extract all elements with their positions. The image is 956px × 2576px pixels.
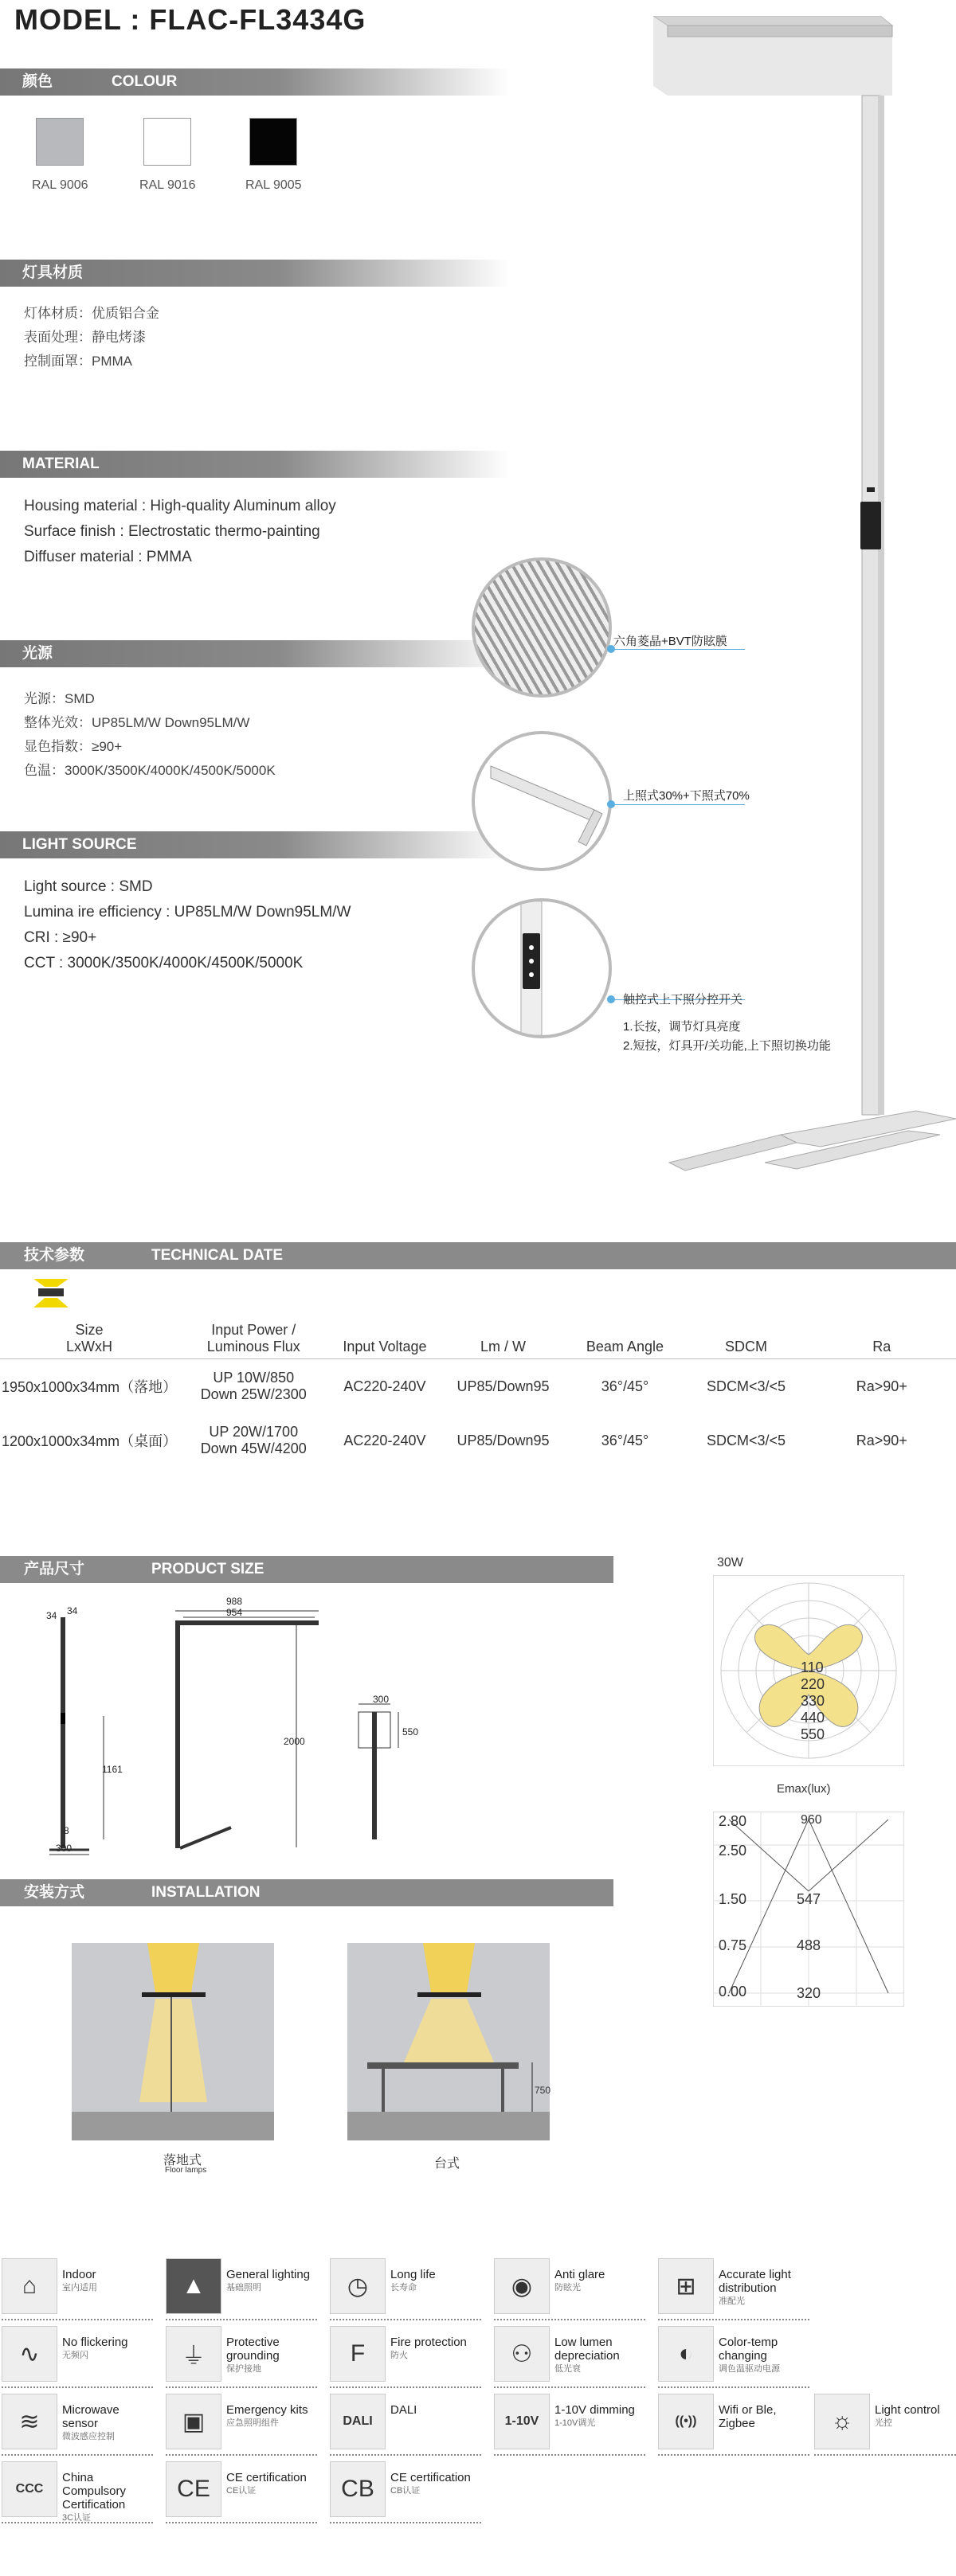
feature-name-cn: 防眩光 [554, 2283, 581, 2293]
feature-icon: ◷ [330, 2258, 386, 2314]
cell: AC220-240V [343, 1378, 426, 1394]
polar-ring-labels [801, 1659, 825, 1743]
feature-label [226, 2471, 320, 2498]
photometric-label: 30W [717, 1556, 743, 1569]
feature-label [62, 2403, 156, 2444]
feature-label [719, 2336, 813, 2376]
feature-tile [494, 2326, 653, 2390]
emax-label: Emax(lux) [777, 1782, 831, 1796]
material-en-line: Diffuser material : PMMA [24, 549, 192, 565]
material-cn-bar [0, 260, 510, 287]
feature-label [875, 2403, 956, 2430]
feature-name: Light control [875, 2403, 940, 2417]
material-en-line: Housing material : High-quality Aluminum alloy [24, 498, 336, 514]
feature-tile [658, 2326, 817, 2390]
dim-label: 34 [46, 1610, 57, 1621]
feature-name-cn: 保护接地 [226, 2364, 261, 2374]
dotted-divider [330, 2319, 481, 2320]
feature-icon: ⌂ [2, 2258, 57, 2314]
feature-icon: CE [166, 2461, 221, 2517]
callout-line [613, 649, 745, 650]
cell: 36°/45° [601, 1432, 649, 1448]
feature-label [62, 2268, 156, 2295]
feature-name-cn: CE认证 [226, 2486, 257, 2496]
feature-label [226, 2403, 320, 2430]
feature-tile [2, 2326, 161, 2390]
size-title-en: PRODUCT SIZE [151, 1561, 264, 1577]
cone-lux: 488 [797, 1937, 821, 1953]
header-sdcm: SDCM [684, 1306, 807, 1359]
cone-height: 0.00 [719, 1984, 747, 1999]
cell: UP 20W/1700 Down 45W/4200 [200, 1424, 307, 1456]
light-cn-line: 显色指数：≥90+ [24, 739, 123, 754]
material-en-bar [0, 451, 510, 478]
dim-label: 34 [67, 1605, 78, 1616]
dim-label: 2000 [284, 1736, 305, 1747]
installation-title-cn: 安装方式 [24, 1884, 85, 1901]
dotted-divider [2, 2454, 153, 2456]
cell: 1200x1000x34mm（桌面） [2, 1433, 178, 1449]
header-lmw: Lm / W [441, 1306, 566, 1359]
light-cn-bar [0, 640, 510, 667]
feature-name: Fire protection [390, 2336, 467, 2349]
floor-install-label: 落地式 [163, 2154, 202, 2168]
callout-diffuser: 六角菱晶+BVT防眩膜 [613, 635, 727, 648]
dotted-divider [494, 2454, 645, 2456]
feature-icon: ▲ [166, 2258, 221, 2314]
diffuser-detail-circle [472, 557, 612, 698]
cone-lux: 547 [797, 1891, 821, 1907]
feature-label [390, 2403, 484, 2417]
feature-label [390, 2336, 484, 2363]
feature-name: DALI [390, 2403, 417, 2417]
swatch-ral-9016 [143, 118, 191, 166]
light-en-line: CCT : 3000K/3500K/4000K/4500K/5000K [24, 955, 304, 971]
light-cn-title: 光源 [22, 645, 53, 662]
light-en-title: LIGHT SOURCE [22, 836, 137, 853]
feature-name: China Compulsory Certification [62, 2471, 127, 2512]
feature-label [226, 2336, 320, 2376]
tech-header-row [0, 1306, 956, 1359]
switch-detail-circle [472, 898, 612, 1038]
cell: UP 10W/850 Down 25W/2300 [200, 1370, 307, 1402]
floor-install-illustration [72, 1943, 274, 2140]
feature-name-cn: 准配光 [719, 2297, 745, 2306]
cone-height: 0.75 [719, 1937, 747, 1953]
dotted-divider [2, 2386, 153, 2388]
feature-icon: ((•)) [658, 2394, 714, 2449]
feature-name: Anti glare [554, 2268, 605, 2281]
light-en-line: CRI : ≥90+ [24, 929, 97, 946]
cell: UP85/Down95 [456, 1378, 550, 1394]
feature-name: Protective grounding [226, 2336, 280, 2363]
feature-tile [2, 2461, 161, 2525]
swatch-ral-9006 [36, 118, 84, 166]
cell: 1950x1000x34mm（落地） [2, 1379, 178, 1395]
feature-tile [814, 2394, 956, 2457]
feature-icon: ◉ [494, 2258, 550, 2314]
cone-height: 2.80 [719, 1813, 747, 1829]
material-en-line: Surface finish : Electrostatic thermo-painting [24, 523, 320, 540]
tech-spec-table [0, 1306, 956, 1468]
feature-tile [330, 2258, 489, 2322]
header-voltage: Input Voltage [328, 1306, 441, 1359]
feature-name-cn: 防火 [390, 2351, 408, 2360]
dotted-divider [2, 2319, 153, 2320]
feature-icon: ☼ [814, 2394, 870, 2449]
callout-line [613, 804, 745, 805]
header-power: Input Power / Luminous Flux [178, 1306, 328, 1359]
size-title-cn: 产品尺寸 [24, 1561, 85, 1577]
feature-label [226, 2268, 320, 2295]
cell: AC220-240V [343, 1432, 426, 1448]
feature-tile [330, 2326, 489, 2390]
feature-tile [166, 2258, 325, 2322]
colour-title-cn: 颜色 [22, 73, 53, 90]
table-install-label: 台式 [434, 2157, 460, 2171]
dim-label: 8 [64, 1825, 69, 1836]
table-install-illustration [347, 1943, 550, 2140]
polar-ring-label: 110 [801, 1659, 824, 1675]
tech-title-en: TECHNICAL DATE [151, 1247, 284, 1264]
colour-section-bar [0, 68, 510, 96]
dim-label: 1161 [102, 1764, 123, 1775]
feature-name: Microwave sensor [62, 2403, 120, 2430]
feature-name-cn: 基础照明 [226, 2283, 261, 2293]
light-cn-line: 色温：3000K/3500K/4000K/4500K/5000K [24, 763, 276, 778]
feature-name: Emergency kits [226, 2403, 308, 2417]
feature-name: Wifi or Ble, Zigbee [719, 2403, 777, 2430]
feature-name-cn: CB认证 [390, 2486, 421, 2496]
cone-lux: 320 [797, 1985, 821, 2001]
feature-name-cn: 3C认证 [62, 2513, 92, 2523]
feature-label [62, 2336, 156, 2363]
material-cn-title: 灯具材质 [22, 264, 84, 281]
dotted-divider [330, 2522, 481, 2523]
feature-name-cn: 室内适用 [62, 2283, 97, 2293]
feature-icon: 1-10V [494, 2394, 550, 2449]
feature-name: CE certification [390, 2471, 471, 2484]
feature-tile [494, 2394, 653, 2457]
cell: 36°/45° [601, 1378, 649, 1394]
feature-name: Color-temp changing [719, 2336, 778, 2363]
table-row [0, 1413, 956, 1468]
feature-label [390, 2268, 484, 2295]
feature-name: No flickering [62, 2336, 128, 2349]
feature-name: Accurate light distribution [719, 2268, 791, 2295]
header-ra: Ra [808, 1306, 956, 1359]
feature-name-cn: 调色温驱动电源 [719, 2364, 780, 2374]
feature-icon: ⊞ [658, 2258, 714, 2314]
feature-label [719, 2268, 813, 2308]
polar-ring-label: 330 [801, 1693, 825, 1709]
cell: UP85/Down95 [456, 1432, 550, 1448]
cone-lux: 960 [801, 1813, 822, 1827]
polar-ring-label: 550 [801, 1726, 825, 1742]
cell: Ra>90+ [856, 1378, 907, 1394]
dotted-divider [166, 2454, 317, 2456]
light-cn-line: 光源：SMD [24, 691, 95, 706]
feature-name: Long life [390, 2268, 436, 2281]
feature-icon: CCC [2, 2461, 57, 2517]
feature-icon: CB [330, 2461, 386, 2517]
table-row [0, 1359, 956, 1414]
feature-name: CE certification [226, 2471, 307, 2484]
header-size: Size LxWxH [0, 1306, 178, 1359]
table-height-label: 750 [535, 2085, 551, 2096]
swatch-ral-9005 [249, 118, 297, 166]
product-dimension-drawing [32, 1605, 558, 1859]
dotted-divider [166, 2522, 317, 2523]
installation-title-en: INSTALLATION [151, 1884, 261, 1901]
feature-name-cn: 应急照明组件 [226, 2418, 279, 2428]
colour-title-en: COLOUR [112, 73, 178, 90]
feature-tile [330, 2394, 489, 2457]
feature-name-cn: 1-10V调光 [554, 2418, 596, 2428]
feature-name: General lighting [226, 2268, 311, 2281]
feature-tile [658, 2258, 817, 2322]
feature-label [719, 2403, 813, 2430]
cone-height: 1.50 [719, 1891, 747, 1907]
feature-icon: F [330, 2326, 386, 2382]
lamp-profile-icon [33, 1279, 69, 1308]
feature-tile [330, 2461, 489, 2525]
feature-icon: ▣ [166, 2394, 221, 2449]
size-section-bar [0, 1556, 613, 1583]
swatch-label: RAL 9005 [245, 178, 302, 192]
callout-light-split: 上照式30%+下照式70% [623, 789, 750, 803]
dotted-divider [658, 2454, 809, 2456]
feature-icon: ∿ [2, 2326, 57, 2382]
feature-icon: ≋ [2, 2394, 57, 2449]
tech-section-bar [0, 1242, 956, 1269]
material-en-title: MATERIAL [22, 455, 100, 472]
feature-name: Indoor [62, 2268, 96, 2281]
dotted-divider [814, 2454, 956, 2456]
feature-icon: ⚇ [494, 2326, 550, 2382]
dim-label: 300 [373, 1694, 390, 1705]
swatch-label: RAL 9016 [139, 178, 196, 192]
cell: Ra>90+ [856, 1432, 907, 1448]
light-en-bar [0, 831, 510, 858]
feature-icon: ⏚ [166, 2326, 221, 2382]
feature-icon: DALI [330, 2394, 386, 2449]
light-en-line: Light source : SMD [24, 878, 153, 895]
swatch-label: RAL 9006 [32, 178, 88, 192]
feature-tile [658, 2394, 817, 2457]
light-en-line: Lumina ire efficiency : UP85LM/W Down95LM/W [24, 904, 351, 921]
dim-label: 300 [56, 1843, 72, 1854]
feature-label [62, 2471, 156, 2525]
dim-label: 550 [402, 1726, 419, 1738]
feature-tile [494, 2258, 653, 2322]
feature-name: 1-10V dimming [554, 2403, 635, 2417]
feature-name-cn: 长寿命 [390, 2283, 417, 2293]
material-cn-line: 表面处理：静电烤漆 [24, 330, 146, 345]
polar-ring-label: 220 [801, 1676, 825, 1692]
cell: SDCM<3/<5 [707, 1378, 786, 1394]
floor-install-label-en: Floor lamps [165, 2166, 207, 2175]
material-cn-line: 控制面罩：PMMA [24, 354, 132, 369]
feature-label [554, 2336, 648, 2376]
cell: SDCM<3/<5 [707, 1432, 786, 1448]
polar-ring-label: 440 [801, 1710, 825, 1726]
dim-label: 988 [226, 1596, 243, 1607]
dotted-divider [658, 2319, 809, 2320]
feature-tile [166, 2461, 325, 2525]
feature-name-cn: 光控 [875, 2418, 892, 2428]
feature-tile [166, 2394, 325, 2457]
feature-name-cn: 低光衰 [554, 2364, 581, 2374]
dotted-divider [330, 2454, 481, 2456]
tech-title-cn: 技术参数 [24, 1247, 85, 1264]
callout-touch-short: 2.短按，灯具开/关功能,上下照切换功能 [623, 1039, 831, 1053]
material-cn-line: 灯体材质：优质铝合金 [24, 306, 159, 321]
light-cn-line: 整体光效：UP85LM/W Down95LM/W [24, 715, 250, 730]
dim-label: 954 [226, 1607, 243, 1618]
dotted-divider [494, 2319, 645, 2320]
dotted-divider [2, 2522, 153, 2523]
feature-tile [2, 2394, 161, 2457]
dotted-divider [658, 2386, 809, 2388]
feature-name-cn: 无频闪 [62, 2351, 88, 2360]
callout-touch-long: 1.长按，调节灯具亮度 [623, 1020, 741, 1034]
feature-label [554, 2268, 648, 2295]
cone-height: 2.50 [719, 1843, 747, 1859]
dotted-divider [330, 2386, 481, 2388]
installation-section-bar [0, 1879, 613, 1906]
feature-label [554, 2403, 648, 2430]
dotted-divider [166, 2386, 317, 2388]
feature-name: Low lumen depreciation [554, 2336, 620, 2363]
feature-icon: ◐ [658, 2326, 714, 2382]
feature-label [390, 2471, 484, 2498]
dotted-divider [494, 2386, 645, 2388]
illuminance-cone-diagram [713, 1812, 904, 2007]
dotted-divider [166, 2319, 317, 2320]
uplight-detail-circle [472, 731, 612, 871]
header-beam: Beam Angle [565, 1306, 684, 1359]
model-title: MODEL : FLAC-FL3434G [14, 3, 366, 36]
feature-name-cn: 微波感应控制 [62, 2432, 115, 2441]
feature-tile [166, 2326, 325, 2390]
callout-touch-switch: 触控式上下照分控开关 [623, 993, 743, 1007]
feature-tile [2, 2258, 161, 2322]
